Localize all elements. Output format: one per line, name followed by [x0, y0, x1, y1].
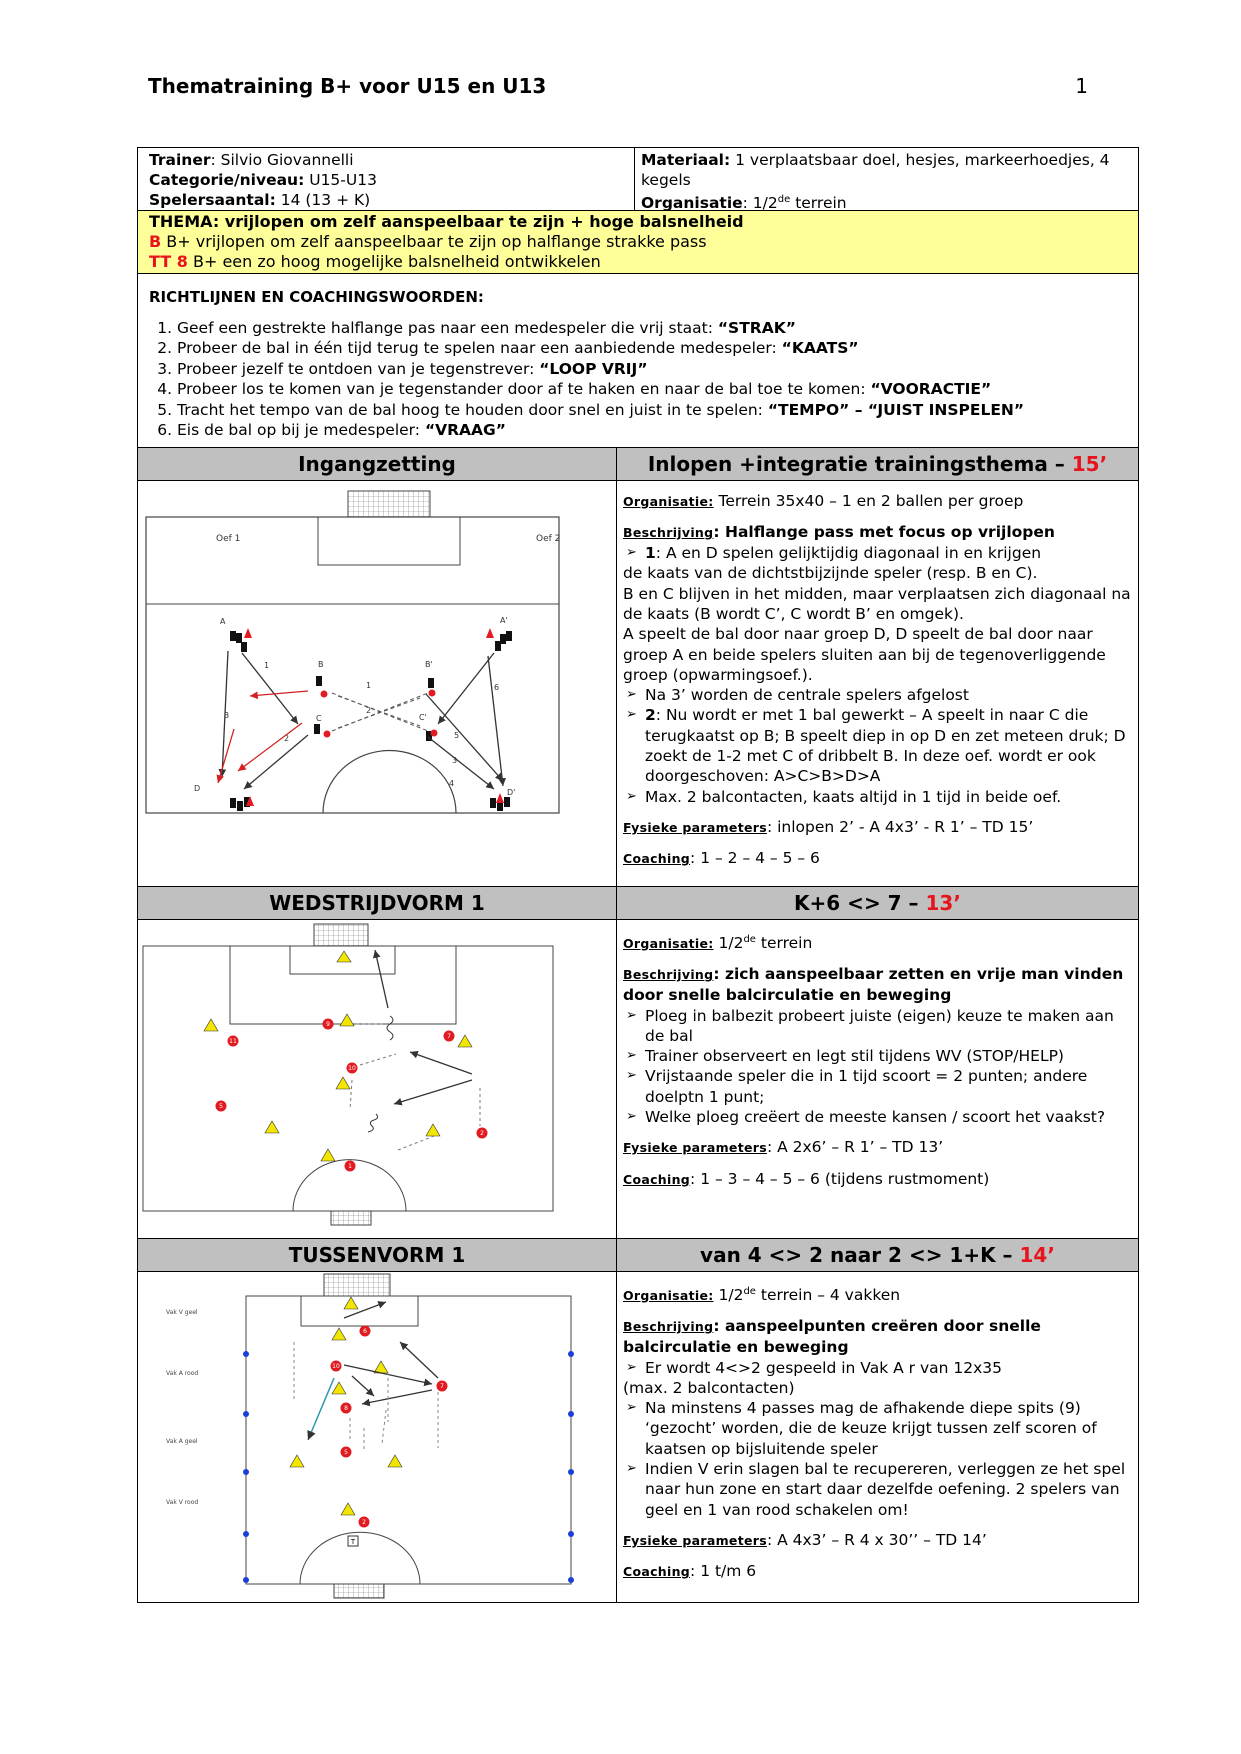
label-D-prime: D' [507, 787, 516, 797]
intermediate-field [138, 1272, 616, 1602]
oef1-label: Oef 1 [216, 533, 241, 544]
organisation-value: : 1/2 [742, 194, 778, 213]
section-right-title: K+6 <> 7 – 13’ [794, 890, 961, 915]
svg-text:10: 10 [348, 1064, 356, 1072]
svg-text:3: 3 [224, 710, 230, 720]
organisation-end: terrein [790, 194, 847, 213]
section-bar-warmup [138, 448, 1138, 481]
svg-text:1: 1 [264, 660, 270, 670]
svg-text:7: 7 [447, 1032, 451, 1040]
guideline-item: 6. Eis de bal op bij je medespeler: “VRAAG” [177, 420, 1127, 441]
section-right-title: Inlopen +integratie trainingsthema – 15’ [647, 451, 1108, 476]
svg-text:11: 11 [229, 1037, 237, 1045]
zone-label: Vak A rood [166, 1369, 199, 1377]
svg-text:2: 2 [480, 1129, 484, 1137]
info-row [138, 148, 1138, 211]
section-left-title: WEDSTRIJDVORM 1 [138, 887, 617, 919]
svg-text:2: 2 [284, 733, 290, 743]
organisation-label: Organisatie [641, 194, 743, 213]
svg-text:8: 8 [344, 1404, 348, 1412]
section-bar-intermediate [138, 1239, 1138, 1272]
zone-label: Vak A geel [166, 1437, 198, 1445]
svg-text:1: 1 [366, 680, 372, 690]
section-body-match [138, 920, 1138, 1239]
svg-text:5: 5 [219, 1102, 223, 1110]
theme-tt-text: B+ een zo hoog mogelijke balsnelheid ontwikkelen [187, 252, 601, 271]
category-label: Categorie/niveau: [149, 171, 305, 189]
trainer-marker: T [350, 1537, 356, 1546]
svg-text:6: 6 [363, 1327, 367, 1335]
warmup-description: Organisatie: Terrein 35x40 – 1 en 2 ballen per groep Beschrijving: Halflange pass met focus op vrijlopen ➢ 1: A en D spelen gelijktijdig diagonaal in en krijgen de kaats van de dichtstbijzijnde speler (resp. B en C). B en C blijven in het midden, maar verplaatsen zich diagonaal na de kaats (B wordt C’, C wordt B’ en omgek). A speelt de bal door naar groep D, D speelt de bal door naar groep A en beide spelers sluiten aan bij de tegenoverliggende groep (opwarmingsoef.). ➢ Na 3’ worden de centrale spelers afgelost ➢ 2: Nu wordt er met 1 bal gewerkt – A speelt in naar C die terugkaatst op B; B speelt diep in op D en zet meteen druk; D zoekt de 1-2 met C of dribbelt B. In deze oef. wordt er ook doorgeschoven: A>C>B>D>A ➢ Max. 2 balcontacten, kaats altijd in 1 tijd in beide oef. Fysieke parameters: inlopen 2’ - A 4x3’ - R 1’ – TD 15’ Coaching: 1 – 2 – 4 – 5 – 6 [617, 481, 1138, 886]
trainer-info [138, 148, 635, 210]
section-left-title: TUSSENVORM 1 [138, 1239, 617, 1271]
label-B-prime: B' [425, 659, 433, 669]
label-A-prime: A' [500, 615, 508, 625]
diagram-match [138, 920, 617, 1238]
guideline-item: 3. Probeer jezelf te ontdoen van je tegenstrever: “LOOP VRIJ” [177, 359, 1127, 380]
players-value: 14 (13 + K) [275, 191, 371, 209]
label-B: B [318, 659, 324, 669]
trainer-name: : Silvio Giovannelli [210, 151, 354, 169]
material-info [635, 148, 1138, 213]
organisation-sup: de [777, 194, 791, 205]
page-number: 1 [1075, 74, 1088, 98]
label-A: A [220, 616, 226, 626]
zone-label: Vak V rood [166, 1498, 199, 1506]
svg-text:4: 4 [449, 778, 455, 788]
intermediate-description: Organisatie: 1/2de terrein – 4 vakken Beschrijving: aanspeelpunten creëren door snelle balcirculatie en beweging ➢ Er wordt 4<>2 gespeeld in Vak A r van 12x35 (max. 2 balcontacten) ➢ Na minstens 4 passes mag de afhakende diepe spits (9) ‘gezocht’ worden, die de keuze krijgt tussen zelf scoren of kaatsen op bijsluitende speler ➢ Indien V erin slagen bal te recupereren, verleggen ze het spel naar hun zone en start daar dezelfde oefening. 2 spelers van geel en 1 van rood schakelen om! Fysieke parameters: A 4x3’ – R 4 x 30’’ – TD 14’ Coaching: 1 t/m 6 [617, 1272, 1138, 1602]
label-D: D [194, 783, 201, 793]
svg-text:9: 9 [326, 1020, 330, 1028]
section-bar-match [138, 887, 1138, 920]
guideline-item: 5. Tracht het tempo van de bal hoog te houden door snel en juist in te spelen: “TEMPO” – “JUIST INSPELEN” [177, 400, 1127, 421]
label-C-prime: C' [419, 712, 427, 722]
svg-text:7: 7 [440, 1382, 444, 1390]
material-label: Materiaal: [641, 151, 731, 169]
svg-text:5: 5 [344, 1448, 348, 1456]
label-C: C [316, 713, 322, 723]
svg-text:3: 3 [452, 755, 458, 765]
guideline-item: 4. Probeer los te komen van je tegenstander door af te haken en naar de bal toe te komen: “VOORACTIE” [177, 379, 1127, 400]
warmup-field [138, 481, 616, 886]
document-header [148, 74, 1088, 104]
svg-text:6: 6 [494, 682, 500, 692]
trainer-label: Trainer [149, 151, 211, 169]
section-body-warmup [138, 481, 1138, 887]
diagram-warmup [138, 481, 617, 886]
oef2-label: Oef 2 [536, 533, 561, 544]
material-value: 1 verplaatsbaar doel, hesjes, markeerhoedjes, 4 kegels [641, 151, 1110, 189]
guidelines [138, 274, 1138, 448]
guideline-item: 2. Probeer de bal in één tijd terug te spelen naar een aanbiedende medespeler: “KAATS” [177, 338, 1127, 359]
section-right-title: van 4 <> 2 naar 2 <> 1+K – 14’ [700, 1242, 1055, 1267]
players-label: Spelersaantal: [149, 191, 276, 209]
match-field [138, 920, 616, 1238]
guidelines-list [149, 318, 1127, 441]
diagram-intermediate [138, 1272, 617, 1602]
section-left-title: Ingangzetting [138, 448, 617, 480]
training-sheet [137, 147, 1139, 1603]
svg-text:10: 10 [332, 1362, 340, 1370]
zone-label: Vak V geel [166, 1308, 198, 1316]
svg-text:5: 5 [454, 730, 460, 740]
guidelines-title: RICHTLIJNEN EN COACHINGSWOORDEN: [149, 288, 484, 306]
theme-title: THEMA: vrijlopen om zelf aanspeelbaar te zijn + hoge balsnelheid [149, 212, 744, 231]
category-value: U15-U13 [304, 171, 377, 189]
theme-b-code: B [149, 232, 162, 251]
document-title: Thematraining B+ voor U15 en U13 [148, 74, 547, 98]
svg-text:2: 2 [362, 1518, 366, 1526]
theme-block [138, 211, 1138, 274]
theme-tt-code: TT 8 [149, 252, 188, 271]
svg-text:1: 1 [348, 1162, 352, 1170]
guideline-item: 1. Geef een gestrekte halflange pas naar een medespeler die vrij staat: “STRAK” [177, 318, 1127, 339]
svg-text:2: 2 [366, 705, 372, 715]
section-body-intermediate [138, 1272, 1138, 1602]
theme-b-text: B+ vrijlopen om zelf aanspeelbaar te zijn op halflange strakke pass [161, 232, 707, 251]
match-description: Organisatie: 1/2de terrein Beschrijving: zich aanspeelbaar zetten en vrije man vinden door snelle balcirculatie en beweging ➢ Ploeg in balbezit probeert juiste (eigen) keuze te maken aan de bal ➢ Trainer observeert en legt stil tijdens WV (STOP/HELP) ➢ Vrijstaande speler die in 1 tijd scoort = 2 punten; andere doelptn 1 punt; ➢ Welke ploeg creëert de meeste kansen / scoort het vaakst? Fysieke parameters: A 2x6’ – R 1’ – TD 13’ Coaching: 1 – 3 – 4 – 5 – 6 (tijdens rustmoment) [617, 920, 1138, 1238]
